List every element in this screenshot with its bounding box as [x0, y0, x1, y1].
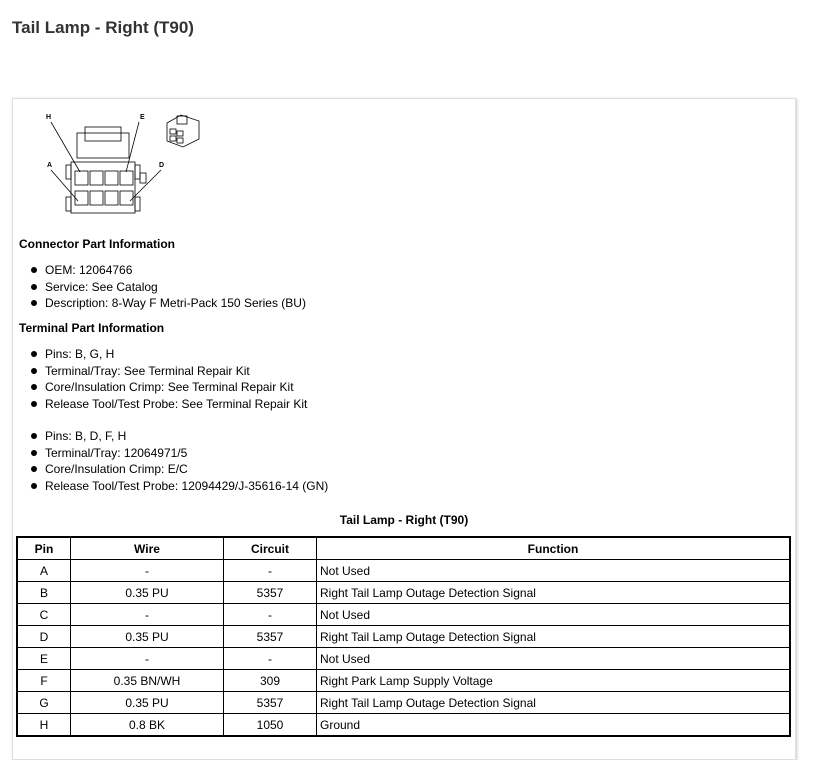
table-caption: Tail Lamp - Right (T90) — [339, 513, 469, 527]
list-item: Terminal/Tray: See Terminal Repair Kit — [29, 363, 307, 380]
list-item: Terminal/Tray: 12064971/5 — [29, 445, 328, 462]
cell-wire: - — [71, 604, 224, 626]
terminal-info-list-1 — [29, 346, 307, 412]
cell-circuit: - — [224, 560, 317, 582]
cell-circuit: 5357 — [224, 692, 317, 714]
list-item: Core/Insulation Crimp: E/C — [29, 461, 328, 478]
cell-pin: E — [17, 648, 71, 670]
connector-card — [12, 98, 796, 760]
diagram-label-a: A — [47, 162, 53, 169]
cell-circuit: 5357 — [224, 582, 317, 604]
list-item: Release Tool/Test Probe: 12094429/J-35616-14 (GN) — [29, 478, 328, 495]
list-item: Core/Insulation Crimp: See Terminal Repair Kit — [29, 379, 307, 396]
connector-info-heading: Connector Part Information — [19, 237, 176, 251]
header-pin: Pin — [17, 537, 71, 560]
header-wire: Wire — [71, 537, 224, 560]
table-row — [17, 626, 790, 648]
list-item: OEM: 12064766 — [29, 262, 306, 279]
cell-pin: F — [17, 670, 71, 692]
table-header-row — [17, 537, 790, 560]
cell-circuit: - — [224, 648, 317, 670]
list-item: Release Tool/Test Probe: See Terminal Repair Kit — [29, 396, 307, 413]
cell-function: Not Used — [317, 560, 791, 582]
table-row — [17, 714, 790, 737]
list-item: Pins: B, G, H — [29, 346, 307, 363]
pinout-table — [16, 536, 791, 737]
table-row — [17, 560, 790, 582]
list-item: Description: 8-Way F Metri-Pack 150 Series (BU) — [29, 295, 306, 312]
page-title: Tail Lamp - Right (T90) — [12, 18, 194, 37]
cell-wire: 0.35 PU — [71, 692, 224, 714]
cell-circuit: - — [224, 604, 317, 626]
cell-circuit: 1050 — [224, 714, 317, 737]
cell-circuit: 5357 — [224, 626, 317, 648]
cell-function: Right Tail Lamp Outage Detection Signal — [317, 582, 791, 604]
list-item: Service: See Catalog — [29, 279, 306, 296]
cell-circuit: 309 — [224, 670, 317, 692]
connector-diagram — [33, 105, 213, 217]
cell-wire: 0.8 BK — [71, 714, 224, 737]
cell-pin: B — [17, 582, 71, 604]
diagram-label-e: E — [140, 114, 145, 121]
list-item: Pins: B, D, F, H — [29, 428, 328, 445]
cell-pin: C — [17, 604, 71, 626]
cell-pin: D — [17, 626, 71, 648]
cell-wire: 0.35 BN/WH — [71, 670, 224, 692]
header-circuit: Circuit — [224, 537, 317, 560]
cell-function: Not Used — [317, 604, 791, 626]
table-row — [17, 604, 790, 626]
header-function: Function — [317, 537, 791, 560]
cell-wire: 0.35 PU — [71, 582, 224, 604]
table-row — [17, 692, 790, 714]
cell-function: Right Tail Lamp Outage Detection Signal — [317, 626, 791, 648]
diagram-label-h: H — [46, 114, 52, 121]
terminal-info-heading: Terminal Part Information — [19, 321, 165, 335]
connector-info-list — [29, 262, 306, 312]
table-row — [17, 670, 790, 692]
cell-function: Right Park Lamp Supply Voltage — [317, 670, 791, 692]
cell-wire: - — [71, 648, 224, 670]
terminal-info-list-2 — [29, 428, 328, 494]
cell-function: Right Tail Lamp Outage Detection Signal — [317, 692, 791, 714]
cell-pin: A — [17, 560, 71, 582]
cell-wire: 0.35 PU — [71, 626, 224, 648]
cell-pin: H — [17, 714, 71, 737]
table-row — [17, 648, 790, 670]
cell-function: Ground — [317, 714, 791, 737]
table-row — [17, 582, 790, 604]
diagram-label-d: D — [159, 162, 165, 169]
cell-wire: - — [71, 560, 224, 582]
cell-function: Not Used — [317, 648, 791, 670]
cell-pin: G — [17, 692, 71, 714]
